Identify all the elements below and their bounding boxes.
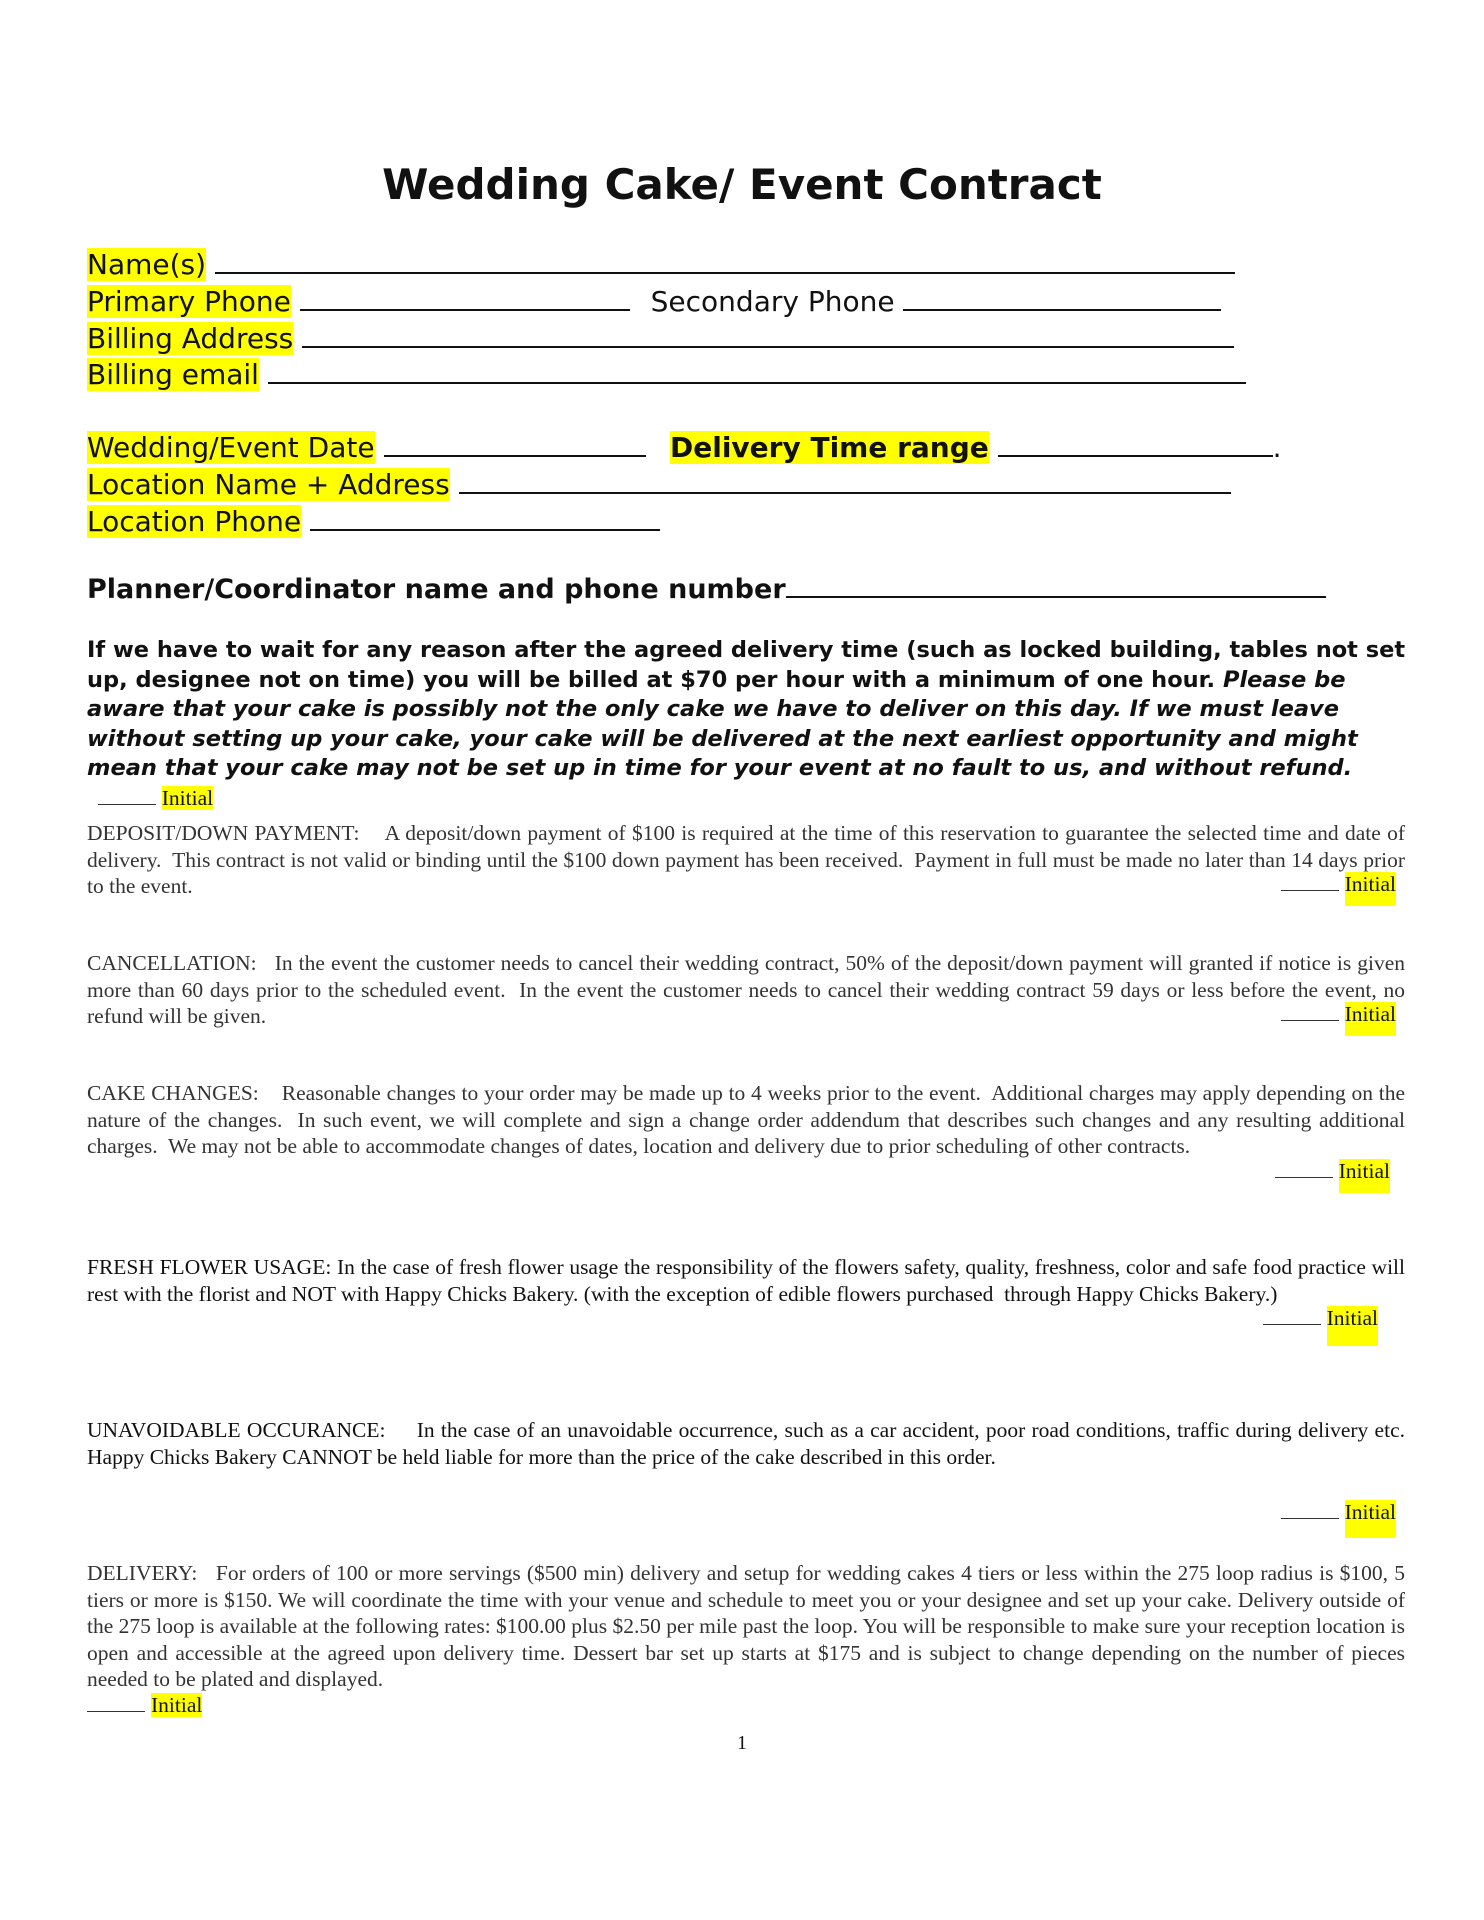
cake-changes-initial [1275,1159,1390,1184]
secondary-phone-input-line[interactable] [903,283,1221,311]
deposit-clause: DEPOSIT/DOWN PAYMENT: A deposit/down payment of $100 is required at the time of this reservation to guarantee the selected time and date of delivery. This contract is not valid or binding until the $100 down payment has been received. Payment in full must be made no later than 14 days prior to the event. [87,821,1405,898]
delivery-initial [87,1693,202,1718]
delivery-clause: DELIVERY: For orders of 100 or more servings ($500 min) delivery and setup for wedding cakes 4 tiers or less within the 275 loop radius is $100, 5 tiers or more is $150. We will coordinate the time with your venue and schedule to meet you or your designee and set up your cake. Delivery outside of the 275 loop is available at the following rates: $100.00 plus $2.50 per mile past the loop. You will be responsible to make sure your reception location is open and accessible at the agreed upon delivery time. Dessert bar set up starts at $175 and is subject to change depending on the number of pieces needed to be plated and displayed. [87,1561,1405,1691]
initial-blank[interactable] [1281,1020,1339,1021]
names-input-line[interactable] [215,246,1235,274]
waiting-policy-bold: If we have to wait for any reason after the agreed delivery time (such as locked building, tables not set up, designee not on time) you will be billed at $70 per hour with a minimum of one hour. [87,637,1406,693]
location-name-input-line[interactable] [459,466,1231,494]
event-date-label: Wedding/Event Date [87,431,375,464]
phone-row [87,283,1221,320]
location-row [87,466,1231,503]
billing-address-label: Billing Address [87,322,294,355]
initial-blank[interactable] [1281,890,1339,891]
unavoidable-initial [1281,1500,1396,1525]
initial-blank[interactable] [1263,1324,1321,1325]
initial-blank[interactable] [1281,1518,1339,1519]
cancellation-clause: CANCELLATION: In the event the customer needs to cancel their wedding contract, 50% of the deposit/down payment will granted if notice is given more than 60 days prior to the scheduled event. In the event the customer needs to cancel their wedding contract 59 days or less before the event, no refund will be given. [87,951,1405,1028]
event-date-input-line[interactable] [384,429,646,457]
initial-label: Initial [1339,1159,1390,1193]
billing-email-row [87,356,1246,393]
cake-changes-clause: CAKE CHANGES: Reasonable changes to your order may be made up to 4 weeks prior to the event. Additional charges may apply depending on the nature of the changes. In such event, we will complete and sign a change order addendum that describes such changes and any resulting additional charges. We may not be able to accommodate changes of dates, location and delivery due to prior scheduling of other contracts. [87,1081,1405,1158]
deposit-initial [1281,872,1396,897]
location-phone-row [87,503,660,540]
planner-label: Planner/Coordinator name and phone number [87,574,786,605]
billing-address-row [87,320,1234,357]
billing-email-input-line[interactable] [268,356,1246,384]
page-number: 1 [737,1732,747,1754]
names-label: Name(s) [87,248,207,281]
unavoidable-clause: UNAVOIDABLE OCCURANCE: In the case of an unavoidable occurrence, such as a car accident, poor road conditions, traffic during delivery etc. Happy Chicks Bakery CANNOT be held liable for more than the price of the cake described in this order. [87,1418,1405,1469]
delivery-time-row: Delivery Time range . [670,431,1282,464]
planner-input-line[interactable] [786,570,1326,598]
initial-label: Initial [1327,1306,1378,1346]
delivery-time-input-line[interactable] [998,429,1273,457]
initial-label: Initial [1345,1002,1396,1036]
initial-label: Initial [1345,872,1396,906]
initial-blank[interactable] [98,804,156,805]
location-name-label: Location Name + Address [87,468,450,501]
initial-label: Initial [151,1693,203,1717]
location-phone-input-line[interactable] [310,503,660,531]
planner-row [87,570,1326,605]
waiting-policy [87,636,1407,813]
secondary-phone-label: Secondary Phone [650,285,895,318]
flower-usage-initial [1263,1306,1378,1331]
initial-blank[interactable] [1275,1177,1333,1178]
flower-usage-clause: FRESH FLOWER USAGE: In the case of fresh flower usage the responsibility of the flowers safety, quality, freshness, color and safe food practice will rest with the florist and NOT with Happy Chicks Bakery. (with the exception of edible flowers purchased through Happy Chicks Bakery.) [87,1255,1405,1306]
delivery-time-label: Delivery Time range [670,431,989,464]
page-title: Wedding Cake/ Event Contract [382,160,1102,209]
initial-blank[interactable] [87,1711,145,1712]
primary-phone-label: Primary Phone [87,285,291,318]
billing-address-input-line[interactable] [302,320,1234,348]
initial-label: Initial [1345,1500,1396,1538]
names-row [87,246,1235,283]
primary-phone-input-line[interactable] [300,283,630,311]
cancellation-initial [1281,1002,1396,1027]
billing-email-label: Billing email [87,358,259,391]
event-date-row [87,429,646,466]
location-phone-label: Location Phone [87,505,302,538]
initial-label: Initial [161,785,214,810]
waiting-policy-italic: Please be aware that your cake is possibly not the only cake we have to deliver on this day. If we must leave without setting up your cake, your cake will be delivered at the next earliest opportunity and might mean that your cake may not be set up in time for your event at no fault to us, and without refund. [87,666,1358,781]
